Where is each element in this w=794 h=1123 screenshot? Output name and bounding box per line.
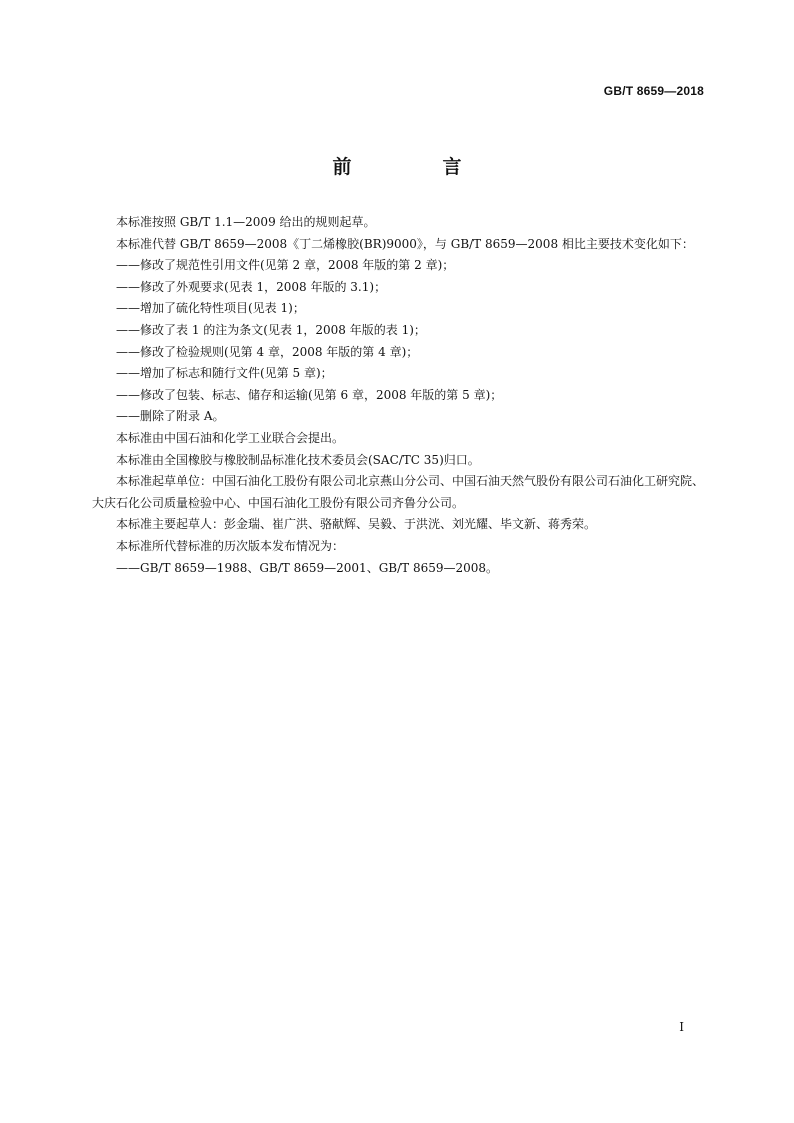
standard-code: GB/T 8659—2018	[603, 84, 704, 98]
history-item: ——GB/T 8659—1988、GB/T 8659—2001、GB/T 8659—2008。	[116, 560, 499, 575]
change-item: ——增加了硫化特性项目(见表 1)；	[116, 301, 305, 316]
change-item: ——修改了表 1 的注为条文(见表 1，2008 年版的表 1)；	[116, 322, 426, 337]
change-item: ——修改了外观要求(见表 1，2008 年版的 3.1)；	[116, 279, 387, 294]
page-number: I	[679, 1020, 684, 1034]
paragraph-drafting-units: 本标准起草单位：中国石油化工股份有限公司北京燕山分公司、中国石油天然气股份有限公司石油化工研究院、大庆石化公司质量检验中心、中国石油化工股份有限公司齐鲁分公司。	[92, 474, 704, 510]
change-item: ——修改了检验规则(见第 4 章，2008 年版的第 4 章)；	[116, 344, 419, 359]
paragraph-committee: 本标准由全国橡胶与橡胶制品标准化技术委员会(SAC/TC 35)归口。	[116, 452, 480, 467]
change-item: ——删除了附录 A。	[116, 409, 225, 424]
paragraph-drafting-rules: 本标准按照 GB/T 1.1—2009 给出的规则起草。	[116, 215, 376, 229]
change-item: ——增加了标志和随行文件(见第 5 章)；	[116, 366, 333, 381]
paragraph-replacement: 本标准代替 GB/T 8659—2008《丁二烯橡胶(BR)9000》，与 GB/T 8659—2008 相比主要技术变化如下：	[116, 236, 694, 251]
paragraph-proposer: 本标准由中国石油和化学工业联合会提出。	[116, 430, 345, 445]
page-title: 前 言	[332, 156, 498, 178]
change-item: ——修改了规范性引用文件(见第 2 章，2008 年版的第 2 章)；	[116, 258, 455, 273]
paragraph-drafters: 本标准主要起草人：彭金瑞、崔广洪、骆献辉、吴毅、于洪洸、刘光耀、毕文新、蒋秀荣。	[116, 517, 597, 532]
change-item: ——修改了包装、标志、储存和运输(见第 6 章，2008 年版的第 5 章)；	[116, 387, 503, 402]
document-body	[92, 212, 704, 579]
paragraph-history-intro: 本标准所代替标准的历次版本发布情况为：	[116, 538, 345, 553]
